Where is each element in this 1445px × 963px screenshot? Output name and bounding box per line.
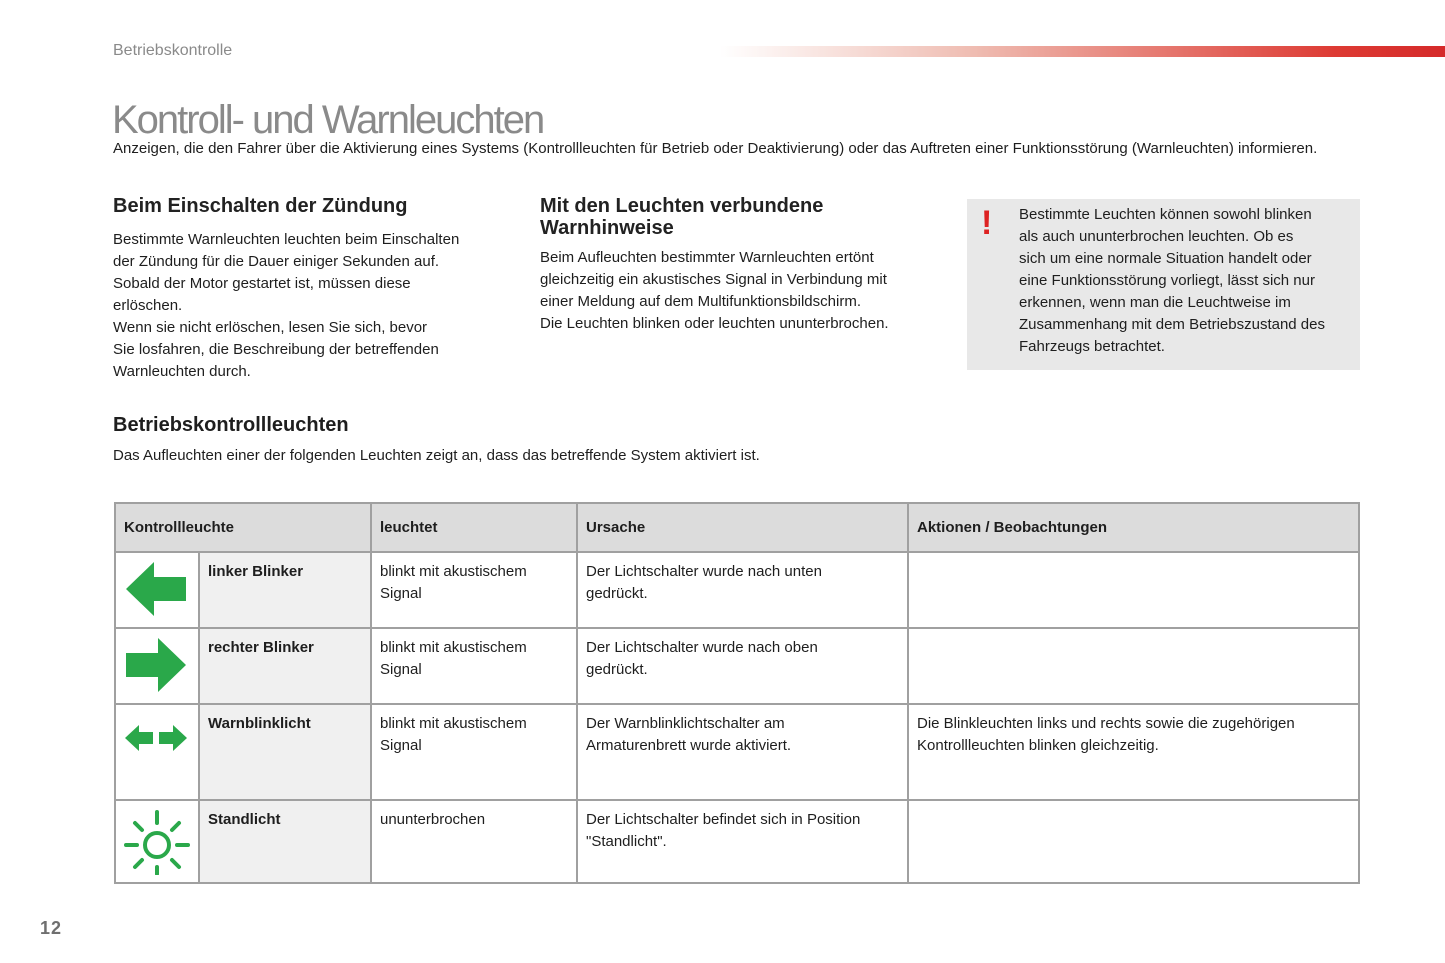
actions-cell (908, 552, 1359, 628)
text-line: erkennen, wenn man die Leuchtweise im (1019, 294, 1291, 311)
lights-cell (371, 552, 577, 628)
text-line: einer Meldung auf dem Multifunktionsbildschirm. (540, 293, 861, 310)
hazard-arrows-icon (124, 723, 188, 753)
light-name: rechter Blinker (199, 628, 371, 704)
warnings-column (540, 195, 940, 335)
icon-cell (115, 704, 199, 800)
text-line: erlöschen. (113, 297, 183, 314)
actions-cell (908, 800, 1359, 883)
light-name: Standlicht (199, 800, 371, 883)
subsection-heading: Betriebskontrollleuchten (113, 414, 349, 436)
warnings-heading (540, 195, 940, 239)
table-row (115, 628, 1359, 704)
ignition-text (113, 229, 513, 383)
text-line: blinkt mit akustischem (380, 715, 527, 732)
header-kontrollleuchte: Kontrollleuchte (115, 503, 371, 552)
text-line: Der Warnblinklichtschalter am (586, 715, 785, 732)
text-line: blinkt mit akustischem (380, 563, 527, 580)
cause-cell (577, 800, 908, 883)
left-arrow-icon (124, 561, 188, 617)
text-line: Armaturenbrett wurde aktiviert. (586, 737, 792, 754)
text-line: sich um eine normale Situation handelt oder (1019, 250, 1312, 267)
text-line: Die Blinkleuchten links und rechts sowie die zugehörigen (917, 715, 1295, 732)
text-line: eine Funktionsstörung vorliegt, lässt sich nur (1019, 272, 1315, 289)
cause-cell (577, 628, 908, 704)
text-line: Kontrollleuchten blinken gleichzeitig. (917, 737, 1159, 754)
table-row (115, 704, 1359, 800)
text-line: gleichzeitig ein akustisches Signal in Verbindung mit (540, 271, 887, 288)
table-row (115, 800, 1359, 883)
cause-cell (577, 552, 908, 628)
header-leuchtet: leuchtet (371, 503, 577, 552)
right-arrow-icon (124, 637, 188, 693)
note-box (967, 199, 1360, 370)
table-header-row (115, 503, 1359, 552)
lights-cell (371, 800, 577, 883)
text-line: Signal (380, 661, 422, 678)
parking-light-icon (124, 809, 190, 875)
text-line: Zusammenhang mit dem Betriebszustand des (1019, 316, 1325, 333)
text-line: "Standlicht". (586, 833, 667, 850)
text-line: Bestimmte Warnleuchten leuchten beim Einschalten (113, 231, 460, 248)
indicator-table (114, 502, 1360, 884)
header-ursache: Ursache (577, 503, 908, 552)
text-line: Sie losfahren, die Beschreibung der betreffenden (113, 341, 439, 358)
light-name: linker Blinker (199, 552, 371, 628)
actions-cell (908, 704, 1359, 800)
page-number: 12 (40, 918, 63, 938)
lights-cell (371, 628, 577, 704)
icon-cell (115, 800, 199, 883)
text-line: Beim Aufleuchten bestimmter Warnleuchten ertönt (540, 249, 874, 266)
intro-text: Anzeigen, die den Fahrer über die Aktivierung eines Systems (Kontrollleuchten für Betrieb oder Deaktivierung) oder das Auftreten einer Funktionsstörung (Warnleuchten) informieren. (113, 140, 1318, 157)
light-name: Warnblinklicht (199, 704, 371, 800)
actions-cell (908, 628, 1359, 704)
icon-cell (115, 552, 199, 628)
lights-cell (371, 704, 577, 800)
text-line: Der Lichtschalter befindet sich in Position (586, 811, 861, 828)
text-line: ununterbrochen (380, 811, 486, 828)
text-line: Bestimmte Leuchten können sowohl blinken (1019, 206, 1312, 223)
text-line: Sobald der Motor gestartet ist, müssen diese (113, 275, 411, 292)
exclamation-icon: ! (981, 204, 993, 242)
text-line: gedrückt. (586, 585, 648, 602)
subsection-intro: Das Aufleuchten einer der folgenden Leuchten zeigt an, dass das betreffende System aktiviert ist. (113, 447, 760, 464)
heading-line: Warnhinweise (540, 217, 674, 239)
text-line: Signal (380, 585, 422, 602)
text-line: Signal (380, 737, 422, 754)
text-line: als auch ununterbrochen leuchten. Ob es (1019, 228, 1294, 245)
text-line: Der Lichtschalter wurde nach oben (586, 639, 818, 656)
table-row (115, 552, 1359, 628)
text-line: Der Lichtschalter wurde nach unten (586, 563, 822, 580)
text-line: der Zündung für die Dauer einiger Sekunden auf. (113, 253, 440, 270)
page-title: Kontroll- und Warnleuchten (112, 98, 544, 142)
text-line: gedrückt. (586, 661, 648, 678)
text-line: Die Leuchten blinken oder leuchten ununterbrochen. (540, 315, 889, 332)
heading-line: Mit den Leuchten verbundene (540, 195, 824, 217)
text-line: blinkt mit akustischem (380, 639, 527, 656)
ignition-column (113, 195, 513, 383)
icon-cell (115, 628, 199, 704)
text-line: Wenn sie nicht erlöschen, lesen Sie sich, bevor (113, 319, 428, 336)
warnings-text (540, 247, 940, 335)
section-label: Betriebskontrolle (113, 42, 233, 59)
header-accent-bar (720, 46, 1445, 57)
ignition-heading: Beim Einschalten der Zündung (113, 195, 408, 217)
text-line: Fahrzeugs betrachtet. (1019, 338, 1165, 355)
text-line: Warnleuchten durch. (113, 363, 251, 380)
header-aktionen: Aktionen / Beobachtungen (908, 503, 1359, 552)
cause-cell (577, 704, 908, 800)
